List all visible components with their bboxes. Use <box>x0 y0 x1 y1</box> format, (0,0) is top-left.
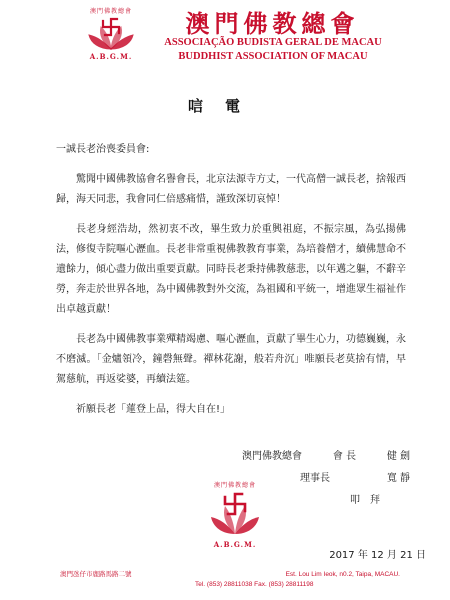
signature-row-chairman <box>300 468 410 490</box>
logo-abbrev: A.B.G.M. <box>89 52 133 61</box>
paragraph-4: 祈願長老「蓮登上品，得大自在!」 <box>76 404 231 415</box>
lotus-swastika-icon <box>85 13 137 53</box>
signature-closing: 叩拜 <box>350 495 390 506</box>
signature-name-president: 健 劍 <box>386 451 410 462</box>
paragraph-2: 長老身經浩劫，然初衷不改，畢生致力於重興祖庭，不振宗風，為弘揚佛法，修復寺院嘔心瀝血。長老非常重視佛教教育事業，為培養僧才，續佛慧命不遺餘力，傾心盡力做出重要貢獻。同時長老秉持佛教慈悲，以年邁之軀，不辭辛勞，奔走於世界各地，為中國佛教對外交流，為祖國和平統一，增進眾生福祉作出卓越貢獻！ <box>56 224 406 315</box>
org-name-chinese: 澳門佛教總會 <box>185 9 360 38</box>
association-seal <box>195 480 275 556</box>
salutation: 一誠長老治喪委員會: <box>56 144 150 155</box>
signature-row-closing <box>350 490 410 512</box>
seal-small-title: 澳門佛教總會 <box>213 482 256 489</box>
signature-role-chairman: 理事長 <box>300 473 330 484</box>
footer-contact: Tel. (853) 28811038 Fax. (853) 28811198 <box>195 581 314 588</box>
seal-lotus-swastika-icon <box>208 488 262 538</box>
signature-org: 澳門佛教總會 <box>242 451 302 462</box>
footer-address <box>60 570 400 590</box>
signature-role-president: 會 長 <box>332 451 356 462</box>
footer-address-chinese: 澳門氹仔市鹿路馬路二號 <box>60 571 132 578</box>
logo-small-title: 澳門佛教總會 <box>89 8 132 15</box>
org-name-english: BUDDHIST ASSOCIATION OF MACAU <box>178 51 368 62</box>
association-logo <box>72 6 150 60</box>
org-name-portuguese: ASSOCIAÇÃO BUDISTA GERAL DE MACAU <box>164 37 382 48</box>
letter-date: 2017 年 12 月 21 日 <box>329 550 426 561</box>
footer-address-english: Est. Lou Lim Ieok, n0.2, Taipa, MACAU. <box>285 571 400 578</box>
paragraph-1: 驚聞中國佛教協會名譽會長，北京法源寺方丈，一代高僧一誠長老，捨報西歸，海天同悲，我會同仁倍感痛惜，謹致深切哀悼！ <box>56 174 406 205</box>
signature-name-chairman: 寬 靜 <box>386 473 410 484</box>
paragraph-3: 長老為中國佛教事業殫精竭慮、嘔心瀝血，貢獻了畢生心力，功德巍巍，永不磨滅。「金爐領冷，鐘磬無聲。禪林花謝，般若舟沉」唯願長老莫捨有情，早駕慈航，再返娑婆，再續法筵。 <box>56 334 406 385</box>
seal-abbrev: A.B.G.M. <box>213 540 257 549</box>
document-title: 唁電 <box>187 97 262 115</box>
letter-body <box>56 140 406 420</box>
signature-row-president <box>242 446 410 468</box>
